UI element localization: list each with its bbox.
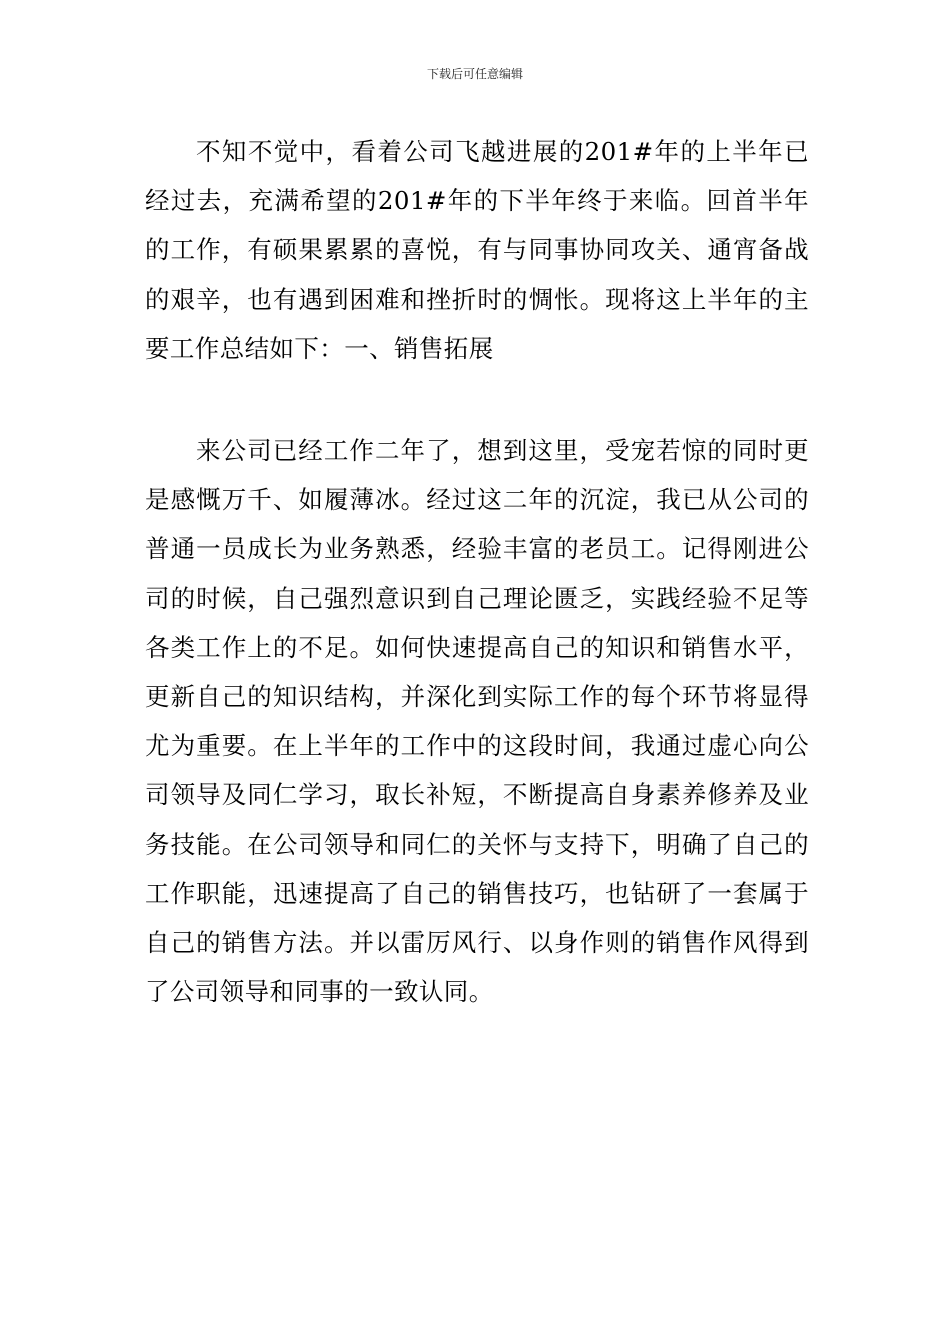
paragraph-intro: 不知不觉中，看着公司飞越进展的201#年的上半年已经过去，充满希望的201#年的下半年终于来临。回首半年的工作，有硕果累累的喜悦，有与同事协同攻关、通宵备战的艰辛，也有遇到困难和挫折时的惆怅。现将这上半年的主要工作总结如下：一、销售拓展 [145, 137, 809, 363]
page-header: 下载后可任意编辑 [426, 67, 523, 81]
paragraph-sales-growth: 来公司已经工作二年了，想到这里，受宠若惊的同时更是感慨万千、如履薄冰。经过这二年的沉淀，我已从公司的普通一员成长为业务熟悉，经验丰富的老员工。记得刚进公司的时候，自己强烈意识到自己理论匮乏，实践经验不足等各类工作上的不足。如何快速提高自己的知识和销售水平，更新自己的知识结构，并深化到实际工作的每个环节将显得尤为重要。在上半年的工作中的这段时间，我通过虚心向公司领导及同仁学习，取长补短，不断提高自身素养修养及业务技能。在公司领导和同仁的关怀与支持下，明确了自己的工作职能，迅速提高了自己的销售技巧，也钻研了一套属于自己的销售方法。并以雷厉风行、以身作则的销售作风得到了公司领导和同事的一致认同。 [145, 436, 809, 1007]
